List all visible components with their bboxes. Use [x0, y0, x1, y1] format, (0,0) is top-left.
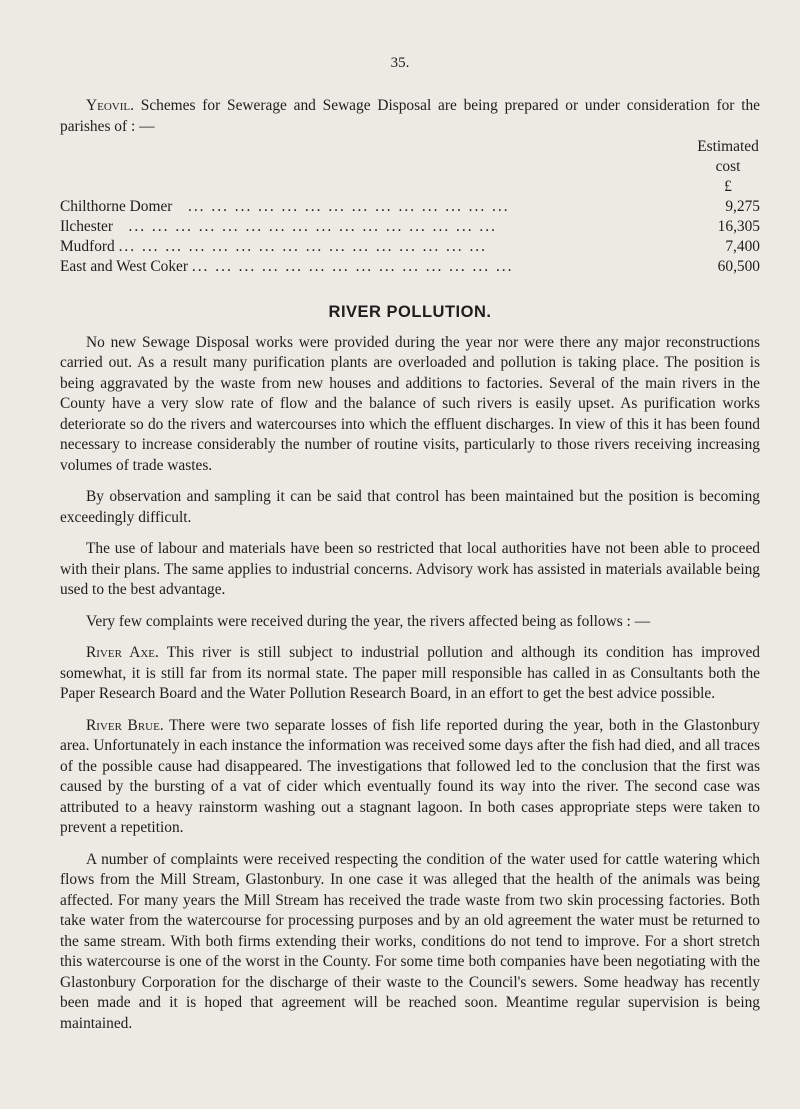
paragraph-mill-stream: A number of complaints were received respecting the condition of the water used for cattle watering which flows from the Mill Stream, Glastonbury. In one case it was alleged that the health of the animals was being affected. For many years the Mill Stream has received the trade waste from two skin processing factories. Both take water from the watercourse for processing purposes and by an old agreement the water must be returned to the same stream. With both firms extending their works, conditions do not tend to improve. For a short stretch this watercourse is one of the worst in the County. For some time both companies have been negotiating with the Glastonbury Corporation for the discharge of their waste to the Council's sewers. Some headway has recently been made and it is hoped that agreement will be reached soon. Meantime regular supervision is being maintained. — [60, 850, 760, 1032]
river-brue-text: There were two separate losses of fish life reported during the year, both in the Glastonbury area. Unfortunately in each instance the information was received some days after the fish had died, and all traces of the possible cause had disappeared. The investigations that followed led to the conclusion that the first was caused by the bursting of a vat of cider which eventually found its way into the river. The second case was attributed to a heavy rainstorm washing out a stagnant lagoon. In both cases appropriate steps were taken to prevent a repetition. — [60, 716, 760, 836]
table-row — [60, 237, 760, 257]
parish-cost: 9,275 — [725, 198, 760, 215]
paragraph-observation: By observation and sampling it can be said that control has been maintained but the position is becoming exceedingly difficult. — [60, 488, 760, 526]
river-axe-heading: River Axe. — [86, 644, 159, 661]
parish-name: Chilthorne Domer — [60, 198, 173, 215]
leader-dots: ... ... ... ... ... ... ... ... ... ... ... ... ... ... — [191, 258, 514, 275]
section-title: RIVER POLLUTION. — [328, 303, 492, 321]
leader-dots: ... ... ... ... ... ... ... ... ... ... ... ... ... ... ... ... — [118, 238, 487, 255]
cost-table — [60, 197, 760, 277]
intro-paragraph — [60, 96, 760, 137]
river-brue-heading: River Brue. — [86, 716, 164, 734]
paragraph-complaints: Very few complaints were received during the year, the rivers affected being as follows : — — [86, 612, 651, 630]
paragraph-river-axe — [60, 643, 760, 705]
cost-header-cost: cost — [715, 158, 741, 175]
page-number: 35. — [390, 55, 410, 71]
intro-text: Schemes for Sewerage and Sewage Disposal are being prepared or under consideration for the parishes of : — — [60, 97, 760, 135]
parish-name: Ilchester — [60, 218, 113, 235]
parish-cost: 60,500 — [717, 258, 760, 275]
paragraph-sewage-disposal: No new Sewage Disposal works were provided during the year nor were there any major reconstructions carried out. As a result many purification plants are overloaded and pollution is taking place. The position is being aggravated by the waste from new houses and additions to factories. Several of the main rivers in the County have a very slow rate of flow and the balance of such rivers is easily upset. As purification works deteriorate so do the rivers and watercourses into which the effluent discharges. In view of this it has been found necessary to increase considerably the number of routine visits, particularly to those rivers receiving increasing volumes of trade wastes. — [60, 333, 760, 474]
table-row — [60, 217, 760, 237]
river-axe-text: This river is still subject to industrial pollution and although its condition has improved somewhat, it is still far from its normal state. The paper mill responsible has called in as Consultants both the Paper Research Board and the Water Pollution Research Board, in an effort to get the best advice possible. — [60, 644, 760, 702]
paragraph-river-brue — [60, 716, 760, 839]
leader-dots: ... ... ... ... ... ... ... ... ... ... ... ... ... ... ... ... — [116, 218, 497, 235]
parish-name: Mudford — [60, 238, 115, 255]
cost-header-estimated: Estimated — [697, 138, 759, 155]
intro-heading: Yeovil. — [86, 97, 134, 114]
table-row — [60, 197, 760, 217]
table-row — [60, 257, 760, 277]
paragraph-labour-materials: The use of labour and materials have been so restricted that local authorities have not been able to proceed with their plans. The same applies to industrial concerns. Advisory work has assisted in materials available being used to the best advantage. — [60, 540, 760, 598]
leader-dots: ... ... ... ... ... ... ... ... ... ... ... ... ... ... — [176, 198, 510, 215]
parish-name: East and West Coker — [60, 258, 188, 275]
cost-header — [60, 137, 760, 197]
parish-cost: 7,400 — [725, 238, 760, 255]
parish-cost: 16,305 — [717, 218, 760, 235]
page-content — [60, 96, 760, 1034]
cost-header-currency: £ — [724, 178, 732, 195]
